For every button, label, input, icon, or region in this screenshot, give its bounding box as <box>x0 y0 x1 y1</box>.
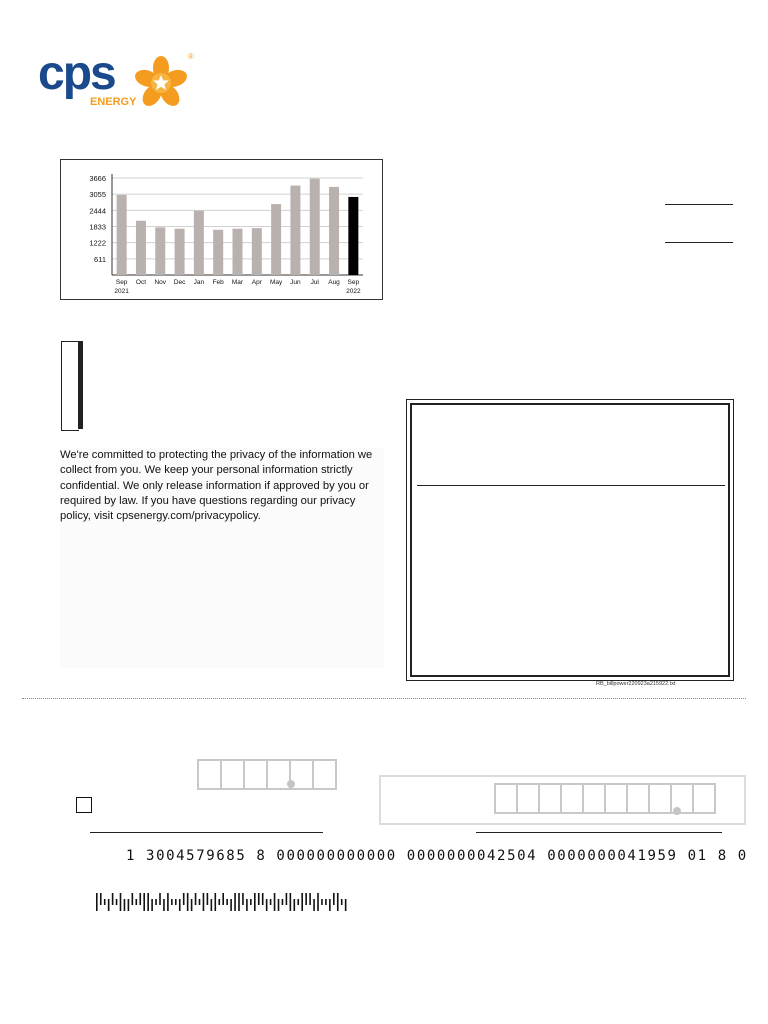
table-row <box>79 369 83 384</box>
usage-bar <box>310 179 320 275</box>
table-cell <box>82 384 83 399</box>
y-tick-label: 3666 <box>89 174 106 183</box>
x-tick-label: Apr <box>251 279 262 286</box>
usage-bar <box>290 186 300 275</box>
amount-underline <box>665 204 733 205</box>
x-year-label: 2022 <box>346 288 361 295</box>
x-tick-label: Jun <box>290 279 301 286</box>
table-cell <box>82 342 83 369</box>
y-tick-label: 1833 <box>89 222 106 232</box>
x-tick-label: Sep <box>115 279 128 286</box>
x-tick-label: Jul <box>310 279 319 286</box>
x-tick-label: Oct <box>135 279 147 286</box>
amount-digit-boxes <box>494 783 716 814</box>
logo-wordmark: cps <box>38 47 115 100</box>
usage-bar <box>175 229 185 275</box>
digit-box <box>220 759 243 790</box>
decimal-point-dot <box>287 780 295 788</box>
digit-box <box>312 759 337 790</box>
cps-star-logo-icon <box>134 56 188 110</box>
digit-box <box>516 783 538 814</box>
usage-bar <box>117 195 127 275</box>
usage-chart <box>60 159 383 300</box>
x-tick-label: Sep <box>347 279 360 286</box>
digit-box <box>626 783 648 814</box>
logo-subtitle: ENERGY <box>90 96 137 108</box>
message-box <box>406 399 734 681</box>
table-side-label-cell <box>61 341 79 431</box>
registered-mark: ® <box>188 52 194 61</box>
x-tick-label: Mar <box>231 279 244 286</box>
y-tick-label: 1222 <box>89 238 106 248</box>
privacy-notice-text: We're committed to protecting the privacy of the information we collect from you. We keep your personal information strictly confidential. We only release information if approved by you or required by law. If you have questions regarding our privacy policy, visit cpsenergy.com/privacypolicy. <box>60 449 373 523</box>
cps-energy-logo <box>38 47 194 114</box>
digit-box <box>266 759 289 790</box>
table-cell <box>82 399 83 414</box>
x-tick-label: Nov <box>154 279 167 286</box>
y-tick-label: 3055 <box>89 190 106 200</box>
signature-underline <box>476 832 722 833</box>
barcode-icon <box>95 893 351 911</box>
amount-underline <box>665 242 733 243</box>
message-box-inner-frame <box>410 403 730 677</box>
x-tick-label: Jan <box>193 279 205 286</box>
usage-bar <box>329 187 339 275</box>
x-tick-label: Dec <box>173 279 186 286</box>
usage-bar <box>136 221 146 275</box>
digit-box <box>538 783 560 814</box>
signature-underline <box>90 832 323 833</box>
y-tick-label: 611 <box>94 254 106 264</box>
usage-chart-svg <box>61 160 382 299</box>
y-tick-label: 2444 <box>89 206 106 216</box>
file-code: RB_billpower220923a215922.txt <box>596 681 676 687</box>
usage-table-grid <box>78 341 83 429</box>
usage-bar <box>271 204 281 275</box>
usage-bar <box>194 211 204 275</box>
digit-box <box>494 783 516 814</box>
message-box-divider <box>417 485 725 486</box>
x-year-label: 2021 <box>114 288 129 295</box>
decimal-point-dot <box>673 807 681 815</box>
digit-box <box>648 783 670 814</box>
digit-box <box>582 783 604 814</box>
usage-bar <box>155 227 165 275</box>
usage-bar <box>233 229 243 275</box>
digit-box <box>243 759 266 790</box>
x-tick-label: May <box>269 279 283 286</box>
ocr-scanline: 1 3004579685 8 000000000000 0000000042504 0000000041959 01 8 0 <box>126 848 748 864</box>
account-digit-boxes <box>197 759 337 790</box>
table-row <box>79 414 83 429</box>
x-tick-label: Feb <box>212 279 224 286</box>
current-month-bar <box>348 197 358 275</box>
table-row <box>79 384 83 399</box>
table-cell <box>82 369 83 384</box>
address-change-checkbox[interactable] <box>76 797 92 813</box>
digit-box <box>692 783 716 814</box>
digit-box <box>604 783 626 814</box>
x-tick-label: Aug <box>328 279 340 286</box>
digit-box <box>197 759 220 790</box>
privacy-notice <box>60 448 384 668</box>
usage-bar <box>213 230 223 275</box>
table-row <box>79 399 83 414</box>
digit-box <box>560 783 582 814</box>
table-cell <box>82 414 83 429</box>
usage-bar <box>252 228 262 275</box>
tear-off-line <box>22 698 746 699</box>
table-header-row <box>79 342 83 369</box>
